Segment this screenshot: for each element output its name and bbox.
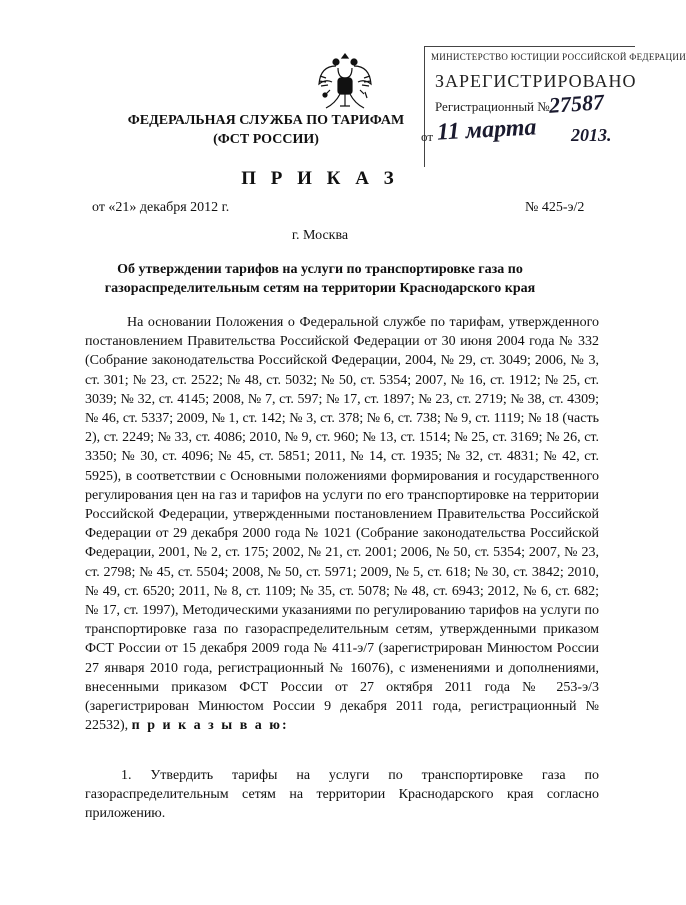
document-type-heading: П Р И К А З bbox=[241, 168, 399, 189]
preamble-paragraph bbox=[85, 313, 599, 735]
order-date: от «21» декабря 2012 г. bbox=[92, 200, 230, 215]
preamble-text: На основании Положения о Федеральной службе по тарифам, утвержденного постановлением Правительства Российской Федерации от 30 июня 2004 года № 332 (Собрание законодательства Российской Федерации, 2004, № 29, ст. 3049; 2006, № 3, ст. 301; № 23, ст. 2522; № 48, ст. 5032; № 50, ст. 5354; 2007, № 16, ст. 1912; № 25, ст. 3039; № 32, ст. 4145; 2008, № 7, ст. 597; № 17, ст. 1897; № 23, ст. 2719; № 38, ст. 4309; № 46, ст. 5337; 2009, № 1, ст. 142; № 3, ст. 378; № 6, ст. 738; № 9, ст. 1119; № 18 (часть 2), ст. 2249; № 33, ст. 4086; 2010, № 9, ст. 960; № 13, ст. 1514; № 25, ст. 3169; № 26, ст. 3350; № 30, ст. 4096; № 45, ст. 5851; 2011, № 14, ст. 1935; № 32, ст. 4831; № 42, ст. 5925), в соответствии с Основными положениями формирования и государственного регулирования цен на газ и тарифов на услуги по его транспортировке на территории Российской Федерации, утвержденными постановлением Правительства Российской Федерации от 29 декабря 2000 года № 1021 (Собрание законодательства Российской Федерации, 2001, № 2, ст. 175; 2002, № 21, ст. 2001; 2006, № 50, ст. 5354; 2007, № 23, ст. 2798; № 45, ст. 5504; 2008, № 50, ст. 5971; 2009, № 5, ст. 618; № 30, ст. 3842; 2010, № 49, ст. 6520; 2011, № 8, ст. 1109; № 35, ст. 5078; № 48, ст. 6943; 2012, № 6, ст. 682; № 17, ст. 1997), Методическими указаниями по регулированию тарифов на услуги по транспортировке газа по газораспределительным сетям, утвержденными приказом ФСТ России от 15 декабря 2009 года № 411-э/7 (зарегистрирован Минюстом России 27 января 2010 года, регистрационный № 16076), с изменениями и дополнениями, внесенными приказом ФСТ России от 27 октября 2011 года № 253-э/3 (зарегистрирован Минюстом России 9 декабря 2011 года, регистрационный № 22532), bbox=[85, 315, 599, 734]
stamp-regnum-label: Регистрационный № bbox=[435, 99, 550, 114]
stamp-date-handwritten: 11 марта bbox=[436, 114, 538, 146]
stamp-regnum-handwritten: 27587 bbox=[548, 89, 605, 118]
stamp-date-label: от bbox=[421, 129, 434, 144]
stamp-year-handwritten: 2013. bbox=[571, 125, 612, 145]
agency-abbreviation: (ФСТ РОССИИ) bbox=[213, 132, 319, 147]
order-word: п р и к а з ы в а ю: bbox=[131, 718, 289, 734]
order-title: Об утверждении тарифов на услуги по транспортировке газа по газораспределительным сетям на территории Краснодарского края bbox=[104, 262, 536, 296]
order-number: № 425-э/2 bbox=[525, 200, 585, 215]
order-item-1: 1. Утвердить тарифы на услуги по транспортировке газа по газораспределительным сетям на территории Краснодарского края согласно приложению. bbox=[85, 768, 599, 822]
ministry-registration-stamp bbox=[421, 46, 686, 167]
stamp-ministry-name: МИНИСТЕРСТВО ЮСТИЦИИ РОССИЙСКОЙ ФЕДЕРАЦИИ bbox=[431, 52, 686, 62]
russian-coat-of-arms-emblem bbox=[316, 50, 374, 116]
stamp-registered-text: ЗАРЕГИСТРИРОВАНО bbox=[435, 71, 637, 91]
order-city: г. Москва bbox=[291, 228, 349, 243]
agency-name: ФЕДЕРАЛЬНАЯ СЛУЖБА ПО ТАРИФАМ bbox=[127, 113, 405, 128]
